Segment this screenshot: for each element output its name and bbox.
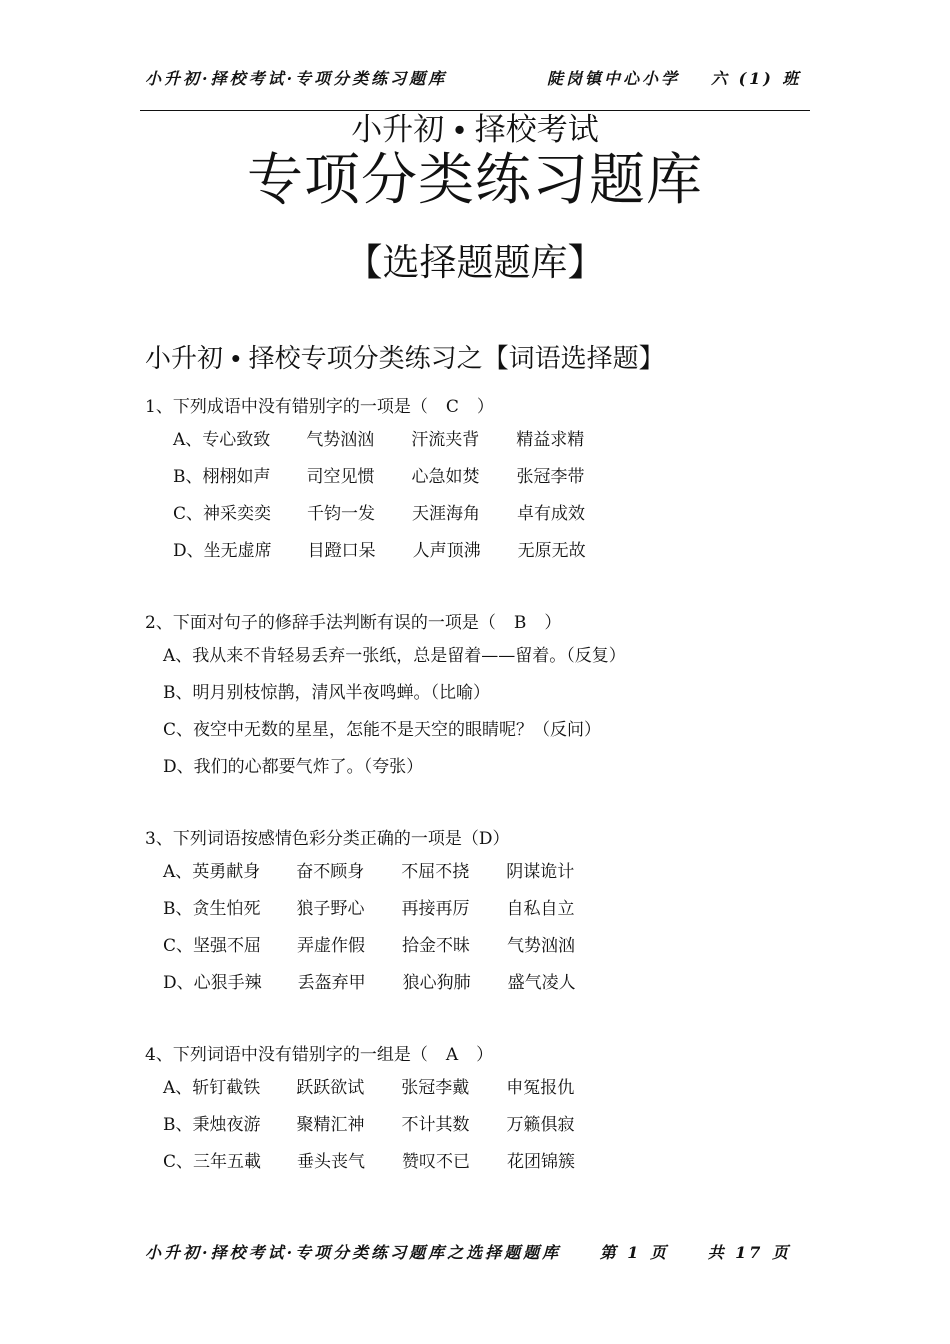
- option-word: 盛气凌人: [507, 973, 576, 993]
- question-3: [145, 824, 825, 1002]
- option-letter: B、: [163, 1115, 193, 1135]
- option-word: 专心致致: [202, 430, 271, 450]
- option-word: 目蹬口呆: [307, 541, 376, 561]
- option-word: 申冤报仇: [506, 1078, 575, 1098]
- question-number: 1、: [145, 397, 173, 417]
- option-word: 不计其数: [401, 1115, 470, 1135]
- option-row: [145, 965, 825, 1002]
- option-word: 聚精汇神: [296, 1115, 365, 1135]
- option-word: 坚强不屈: [193, 936, 262, 956]
- option-row: [145, 459, 825, 496]
- option-row: [145, 749, 825, 786]
- option-row: [145, 1107, 825, 1144]
- option-letter: A、: [163, 1078, 193, 1098]
- option-word: 心急如焚: [411, 467, 480, 487]
- question-stem: [145, 824, 825, 854]
- option-letter: B、: [163, 899, 193, 919]
- option-row: [145, 712, 825, 749]
- question-stem: [145, 608, 825, 638]
- option-sentence: 我从来不肯轻易丢弃一张纸，总是留着——留着。（反复）: [192, 646, 626, 666]
- option-row: [145, 1144, 825, 1181]
- option-word: 千钧一发: [307, 504, 376, 524]
- option-word: 花团锦簇: [507, 1152, 576, 1172]
- option-word: 栩栩如声: [202, 467, 271, 487]
- option-word: 不屈不挠: [401, 862, 470, 882]
- option-letter: C、: [173, 504, 204, 524]
- option-sentence: 我们的心都要气炸了。（夸张）: [193, 757, 424, 777]
- footer-title: 小升初·择校考试·专项分类练习题库之选择题题库: [145, 1243, 562, 1262]
- option-row: [145, 638, 825, 675]
- option-word: 弄虚作假: [297, 936, 366, 956]
- option-word: 贪生怕死: [192, 899, 261, 919]
- option-row: [145, 533, 825, 570]
- option-letter: B、: [163, 683, 193, 703]
- option-word: 坐无虚席: [203, 541, 272, 561]
- page-total: 共 17 页: [707, 1243, 792, 1262]
- option-row: [145, 496, 825, 533]
- option-word: 气势汹汹: [507, 936, 576, 956]
- option-word: 狼子野心: [296, 899, 365, 919]
- option-letter: D、: [173, 541, 204, 561]
- option-letter: C、: [163, 1152, 194, 1172]
- header-school: 陡岗镇中心小学: [547, 69, 681, 88]
- option-word: 拾金不昧: [402, 936, 471, 956]
- option-letter: D、: [163, 973, 194, 993]
- option-word: 狼心狗肺: [402, 973, 471, 993]
- section-heading: 小升初 • 择校专项分类练习之【词语选择题】: [145, 344, 665, 374]
- option-word: 精益求精: [516, 430, 585, 450]
- option-word: 自私自立: [506, 899, 575, 919]
- option-row: [145, 1070, 825, 1107]
- option-word: 万籁俱寂: [506, 1115, 575, 1135]
- option-word: 张冠李戴: [401, 1078, 470, 1098]
- answer-letter: B: [513, 613, 527, 633]
- question-close-paren: ）: [544, 613, 562, 633]
- question-text: 下列词语按感情色彩分类正确的一项是（D）: [172, 829, 510, 849]
- question-close-paren: ）: [476, 1045, 494, 1065]
- option-sentence: 夜空中无数的星星，怎能不是天空的眼睛呢？（反问）: [193, 720, 602, 740]
- question-1: [145, 392, 825, 570]
- option-word: 张冠李带: [516, 467, 585, 487]
- option-row: [145, 928, 825, 965]
- option-row: [145, 891, 825, 928]
- option-letter: A、: [163, 862, 193, 882]
- question-2: [145, 608, 825, 786]
- option-word: 司空见惯: [306, 467, 375, 487]
- option-word: 天涯海角: [412, 504, 481, 524]
- option-word: 三年五載: [193, 1152, 262, 1172]
- page-number: 第 1 页: [599, 1243, 670, 1262]
- option-letter: A、: [163, 646, 193, 666]
- option-letter: C、: [163, 720, 194, 740]
- doc-bank-title: 【选择题题库】: [345, 241, 605, 284]
- option-word: 跃跃欲试: [296, 1078, 365, 1098]
- option-word: 气势汹汹: [306, 430, 375, 450]
- option-word: 斩钉截铁: [192, 1078, 261, 1098]
- option-word: 垂头丧气: [297, 1152, 366, 1172]
- option-word: 丢盔弃甲: [297, 973, 366, 993]
- option-word: 秉烛夜游: [192, 1115, 261, 1135]
- question-number: 2、: [145, 613, 173, 633]
- header-class: 六 (1) 班: [711, 69, 802, 88]
- question-4: [145, 1040, 825, 1181]
- option-letter: D、: [163, 757, 194, 777]
- question-number: 4、: [145, 1045, 173, 1065]
- option-letter: B、: [173, 467, 203, 487]
- answer-letter: C: [445, 397, 459, 417]
- option-row: [145, 675, 825, 712]
- option-word: 神采奕奕: [203, 504, 272, 524]
- question-text: 下列成语中没有错别字的一项是（: [172, 397, 428, 417]
- option-letter: A、: [173, 430, 203, 450]
- option-sentence: 明月别枝惊鹊，清风半夜鸣蝉。（比喻）: [192, 683, 490, 703]
- option-word: 阴谋诡计: [506, 862, 575, 882]
- question-close-paren: ）: [476, 397, 494, 417]
- question-stem: [145, 392, 825, 422]
- option-row: [145, 422, 825, 459]
- option-row: [145, 854, 825, 891]
- page-footer: [145, 1240, 791, 1263]
- question-stem: [145, 1040, 825, 1070]
- answer-letter: A: [445, 1045, 459, 1065]
- option-word: 卓有成效: [517, 504, 586, 524]
- question-list: [145, 392, 825, 1219]
- option-word: 人声顶沸: [412, 541, 481, 561]
- option-word: 汗流夹背: [411, 430, 480, 450]
- option-letter: C、: [163, 936, 194, 956]
- question-text: 下列词语中没有错别字的一组是（: [172, 1045, 428, 1065]
- option-word: 奋不顾身: [296, 862, 365, 882]
- option-word: 再接再厉: [401, 899, 470, 919]
- doc-subtitle: 小升初 • 择校考试: [351, 112, 599, 148]
- question-text: 下面对句子的修辞手法判断有误的一项是（: [172, 613, 496, 633]
- option-word: 英勇献身: [192, 862, 261, 882]
- option-word: 赞叹不已: [402, 1152, 471, 1172]
- question-number: 3、: [145, 829, 173, 849]
- option-word: 心狠手辣: [193, 973, 262, 993]
- option-word: 无原无故: [517, 541, 586, 561]
- doc-title: 专项分类练习题库: [247, 148, 703, 213]
- header-title: 小升初·择校考试·专项分类练习题库: [145, 69, 448, 88]
